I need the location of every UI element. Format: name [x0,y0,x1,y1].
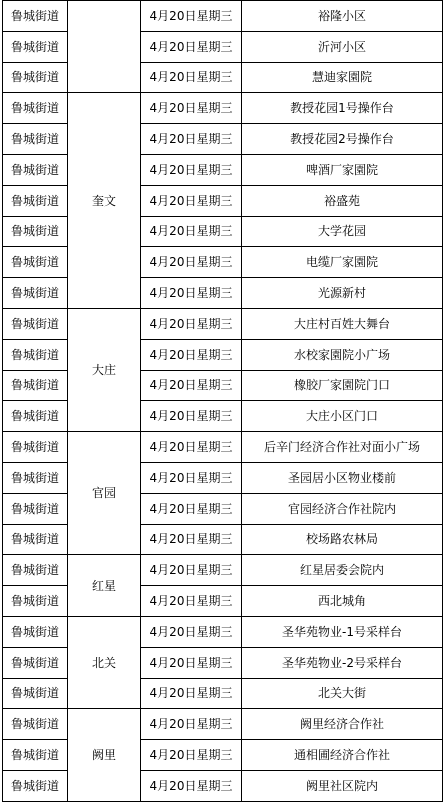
date-cell: 4月20日星期三 [141,740,242,771]
street-cell: 鲁城街道 [3,185,68,216]
sampling-site-cell: 圣华苑物业-1号采样台 [242,616,443,647]
sampling-site-cell: 官园经济合作社院内 [242,493,443,524]
street-cell: 鲁城街道 [3,616,68,647]
sampling-site-cell: 大学花园 [242,216,443,247]
date-cell: 4月20日星期三 [141,339,242,370]
community-cell: 官园 [68,432,141,555]
community-cell: 奎文 [68,93,141,309]
sampling-site-cell: 大庄村百姓大舞台 [242,308,443,339]
sampling-site-cell: 教授花园1号操作台 [242,93,443,124]
street-cell: 鲁城街道 [3,647,68,678]
street-cell: 鲁城街道 [3,770,68,801]
street-cell: 鲁城街道 [3,740,68,771]
sampling-site-cell: 裕盛苑 [242,185,443,216]
sampling-site-cell: 沂河小区 [242,31,443,62]
table-body [3,1,443,802]
table-row [3,432,443,463]
community-cell: 大庄 [68,308,141,431]
sampling-site-cell: 校场路农林局 [242,524,443,555]
sampling-site-table [2,0,443,802]
street-cell: 鲁城街道 [3,678,68,709]
date-cell: 4月20日星期三 [141,616,242,647]
sampling-site-cell: 阙里经济合作社 [242,709,443,740]
sampling-site-cell: 阙里社区院内 [242,770,443,801]
sampling-site-cell: 大庄小区门口 [242,401,443,432]
sampling-site-cell: 后辛门经济合作社对面小广场 [242,432,443,463]
street-cell: 鲁城街道 [3,93,68,124]
table-row [3,555,443,586]
date-cell: 4月20日星期三 [141,185,242,216]
street-cell: 鲁城街道 [3,432,68,463]
table-row [3,709,443,740]
date-cell: 4月20日星期三 [141,154,242,185]
sampling-site-cell: 西北城角 [242,586,443,617]
street-cell: 鲁城街道 [3,555,68,586]
street-cell: 鲁城街道 [3,31,68,62]
sampling-site-cell: 教授花园2号操作台 [242,124,443,155]
date-cell: 4月20日星期三 [141,62,242,93]
community-cell: 北关 [68,616,141,708]
date-cell: 4月20日星期三 [141,1,242,32]
table-row [3,1,443,32]
date-cell: 4月20日星期三 [141,401,242,432]
street-cell: 鲁城街道 [3,62,68,93]
sampling-site-cell: 电缆厂家園院 [242,247,443,278]
street-cell: 鲁城街道 [3,462,68,493]
date-cell: 4月20日星期三 [141,770,242,801]
table-row [3,308,443,339]
community-cell: 阙里 [68,709,141,801]
date-cell: 4月20日星期三 [141,647,242,678]
community-cell: 红星 [68,555,141,617]
date-cell: 4月20日星期三 [141,493,242,524]
date-cell: 4月20日星期三 [141,308,242,339]
date-cell: 4月20日星期三 [141,432,242,463]
date-cell: 4月20日星期三 [141,247,242,278]
date-cell: 4月20日星期三 [141,555,242,586]
community-cell [68,1,141,93]
date-cell: 4月20日星期三 [141,370,242,401]
street-cell: 鲁城街道 [3,278,68,309]
sampling-site-cell: 啤酒厂家園院 [242,154,443,185]
sampling-site-cell: 通相圃经济合作社 [242,740,443,771]
street-cell: 鲁城街道 [3,154,68,185]
street-cell: 鲁城街道 [3,709,68,740]
street-cell: 鲁城街道 [3,586,68,617]
street-cell: 鲁城街道 [3,308,68,339]
sampling-site-cell: 北关大街 [242,678,443,709]
sampling-site-cell: 橡胶厂家園院门口 [242,370,443,401]
street-cell: 鲁城街道 [3,524,68,555]
sampling-site-cell: 圣园居小区物业楼前 [242,462,443,493]
table-row [3,616,443,647]
street-cell: 鲁城街道 [3,339,68,370]
street-cell: 鲁城街道 [3,370,68,401]
sampling-site-cell: 圣华苑物业-2号采样台 [242,647,443,678]
date-cell: 4月20日星期三 [141,124,242,155]
street-cell: 鲁城街道 [3,493,68,524]
date-cell: 4月20日星期三 [141,93,242,124]
street-cell: 鲁城街道 [3,124,68,155]
street-cell: 鲁城街道 [3,216,68,247]
street-cell: 鲁城街道 [3,401,68,432]
street-cell: 鲁城街道 [3,1,68,32]
date-cell: 4月20日星期三 [141,524,242,555]
date-cell: 4月20日星期三 [141,678,242,709]
date-cell: 4月20日星期三 [141,31,242,62]
sampling-site-cell: 光源新村 [242,278,443,309]
sampling-site-cell: 裕隆小区 [242,1,443,32]
date-cell: 4月20日星期三 [141,462,242,493]
sampling-site-cell: 水校家園院小广场 [242,339,443,370]
date-cell: 4月20日星期三 [141,216,242,247]
date-cell: 4月20日星期三 [141,586,242,617]
sampling-site-cell: 红星居委会院内 [242,555,443,586]
date-cell: 4月20日星期三 [141,709,242,740]
sampling-schedule-sheet [2,0,439,800]
date-cell: 4月20日星期三 [141,278,242,309]
sampling-site-cell: 慧迪家園院 [242,62,443,93]
table-row [3,93,443,124]
street-cell: 鲁城街道 [3,247,68,278]
